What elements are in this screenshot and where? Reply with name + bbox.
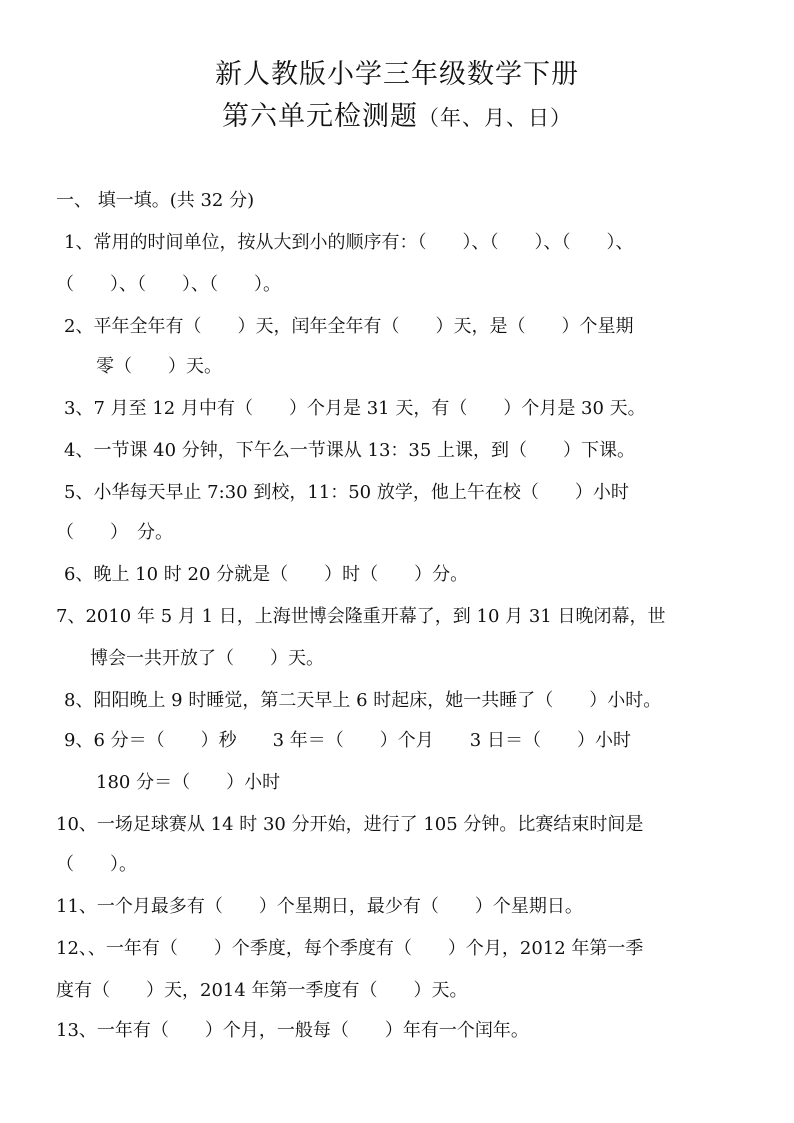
question-line: 180 分＝（ ）小时 xyxy=(96,772,281,793)
question-line: 8、阳阳晚上 9 时睡觉，第二天早上 6 时起床，她一共睡了（ ）小时。 xyxy=(64,690,662,711)
question-line: 博会一共开放了（ ）天。 xyxy=(90,648,324,669)
question-line: 7、2010 年 5 月 1 日，上海世博会隆重开幕了，到 10 月 31 日晚闭幕，世 xyxy=(56,606,666,627)
subtitle-topic: （年、月、日） xyxy=(418,106,572,130)
question-line: （ ）。 xyxy=(56,854,137,875)
question-line: 5、小华每天早止 7:30 到校，11：50 放学，他上午在校（ ）小时 xyxy=(64,482,629,503)
question-line: 6、晚上 10 时 20 分就是（ ）时（ ）分。 xyxy=(64,564,469,585)
question-line: 9、6 分＝（ ）秒 3 年＝（ ）个月 3 日＝（ ）小时 xyxy=(64,730,631,751)
question-line: 度有（ ）天，2014 年第一季度有（ ）天。 xyxy=(56,980,468,1001)
subtitle-main: 第六单元检测题 xyxy=(222,101,418,132)
question-line: 2、平年全年有（ ）天，闰年全年有（ ）天，是（ ）个星期 xyxy=(64,316,634,337)
page-title: 新人教版小学三年级数学下册 xyxy=(215,59,579,90)
page-subtitle xyxy=(0,100,794,135)
question-line: 1、常用的时间单位，按从大到小的顺序有：（ ）、（ ）、（ ）、 xyxy=(64,232,634,253)
question-line: （ ） 分。 xyxy=(56,522,173,543)
question-line: 零（ ）天。 xyxy=(96,356,222,377)
question-line: （ ）、（ ）、（ ）。 xyxy=(56,274,281,295)
question-line: 4、一节课 40 分钟，下午么一节课从 13：35 上课，到（ ）下课。 xyxy=(64,440,636,461)
section-heading: 一、 填一填。(共 32 分) xyxy=(56,190,255,211)
question-line: 13、一年有（ ）个月，一般每（ ）年有一个闰年。 xyxy=(56,1020,529,1041)
question-line: 10、一场足球赛从 14 时 30 分开始，进行了 105 分钟。比赛结束时间是 xyxy=(56,814,644,835)
question-line: 3、7 月至 12 月中有（ ）个月是 31 天，有（ ）个月是 30 天。 xyxy=(64,398,646,419)
question-line: 11、一个月最多有（ ）个星期日，最少有（ ）个星期日。 xyxy=(56,896,583,917)
question-line: 12、、一年有（ ）个季度，每个季度有（ ）个月，2012 年第一季 xyxy=(56,938,644,959)
